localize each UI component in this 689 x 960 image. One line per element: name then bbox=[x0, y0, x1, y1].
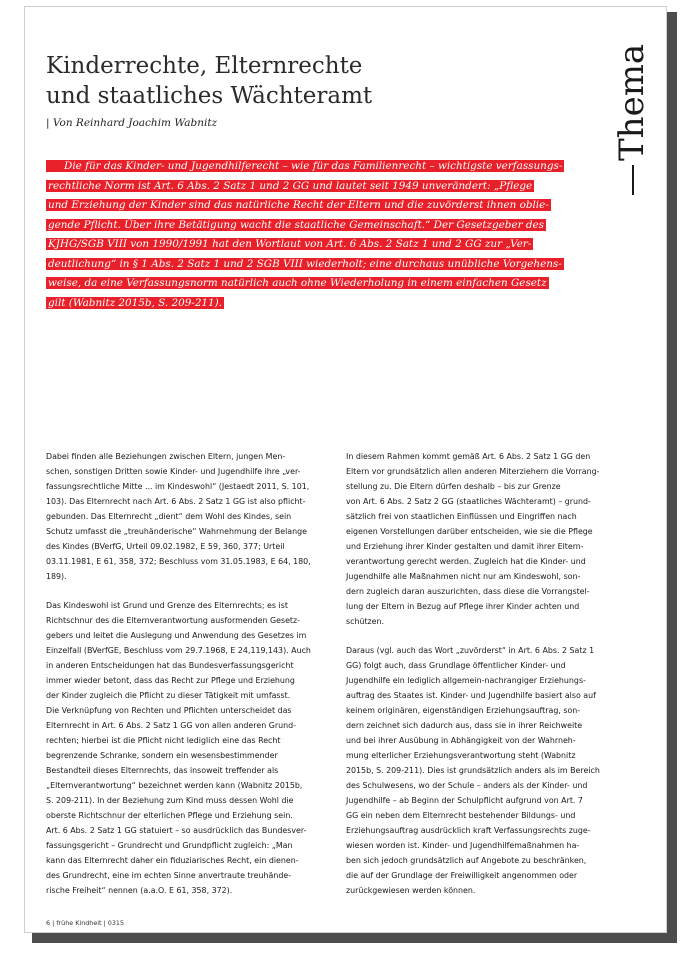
text-line: schützen. bbox=[346, 617, 385, 626]
text-line: GG ein neben dem Elternrecht bestehender Bildungs- und bbox=[346, 811, 576, 820]
text-line: lung der Eltern in Bezug auf Pflege ihrer Kinder achten und bbox=[346, 602, 580, 611]
highlighted-text: Die für das Kinder- und Jugendhilferecht – wie für das Familienrecht – wichtigste verfassungs- bbox=[46, 160, 564, 172]
text-line: sätzlich frei von staatlichen Einflüssen und Eingriffen nach bbox=[346, 512, 577, 521]
title-line: Kinderrechte, Elternrechte bbox=[46, 53, 363, 79]
text-line: Jugendhilfe – ab Beginn der Schulpflicht aufgrund von Art. 7 bbox=[346, 796, 583, 805]
text-line: eigenen Vorstellungen darüber entscheiden, wie sie die Pflege bbox=[346, 527, 593, 536]
text-line: dern zugleich daran auszurichten, dass diese die Vorrangstel- bbox=[346, 587, 590, 596]
text-line: zurückgewiesen werden können. bbox=[346, 886, 476, 895]
text-line: die auf der Grundlage der Freiwilligkeit angenommen oder bbox=[346, 871, 578, 880]
text-line: und Erziehung ihrer Kinder gestalten und damit ihrer Eltern- bbox=[346, 542, 584, 551]
text-line: Art. 6 Abs. 2 Satz 1 GG statuiert – so ausdrücklich das Bundesver- bbox=[46, 826, 307, 835]
text-line: gebers und leitet die Auslegung und Anwendung des Gesetzes im bbox=[46, 631, 307, 640]
body-paragraph bbox=[46, 449, 311, 584]
text-line: Erziehungsauftrag ausdrücklich kraft Verfassungsrechts zuge- bbox=[346, 826, 591, 835]
body-column-left bbox=[46, 449, 311, 912]
body-column-right bbox=[346, 449, 604, 912]
text-line: verantwortung gerecht werden. Zugleich hat die Kinder- und bbox=[346, 557, 586, 566]
text-line: Eltern vor grundsätzlich allen anderen Miterziehern die Vorrang- bbox=[346, 467, 600, 476]
text-line: in anderen Entscheidungen hat das Bundesverfassungsgericht bbox=[46, 661, 294, 670]
highlighted-text: und Erziehung der Kinder sind das natürliche Recht der Eltern und die zuvörderst ihnen oblie- bbox=[48, 199, 549, 211]
highlighted-text: gilt (Wabnitz 2015b, S. 209-211). bbox=[48, 296, 223, 309]
text-line: wiesen worden ist. Kinder- und Jugendhilfemaßnahmen ha- bbox=[346, 841, 580, 850]
body-paragraph bbox=[46, 598, 311, 898]
lead-line bbox=[46, 274, 594, 294]
text-line: rechten; hierbei ist die Pflicht nicht lediglich eine das Recht bbox=[46, 736, 281, 745]
text-line: des Schulwesens, wo der Schule – anders als der Kinder- und bbox=[346, 781, 588, 790]
text-line: Die Verknüpfung von Rechten und Pflichten unterscheidet das bbox=[46, 706, 292, 715]
text-line: oberste Richtschnur der elterlichen Pflege und Erziehung sein. bbox=[46, 811, 293, 820]
text-line: rische Freiheit“ nennen (a.a.O. E 61, 358, 372). bbox=[46, 886, 233, 895]
text-line: Einzelfall (BVerfGE, Beschluss vom 29.7.1968, E 24,119,143). Auch bbox=[46, 646, 311, 655]
title-line: und staatliches Wächteramt bbox=[46, 83, 373, 109]
text-line: Jugendhilfe alle Maßnahmen nicht nur am Kindeswohl, son- bbox=[346, 572, 581, 581]
section-label-text: Thema bbox=[612, 43, 652, 161]
text-line: Das Kindeswohl ist Grund und Grenze des Elternrechts; es ist bbox=[46, 601, 288, 610]
text-line: 189). bbox=[46, 572, 67, 581]
text-line: des Kindes (BVerfG, Urteil 09.02.1982, E 59, 360, 377; Urteil bbox=[46, 542, 285, 551]
author-byline: | Von Reinhard Joachim Wabnitz bbox=[46, 117, 218, 129]
text-line: fassungsrechtliche Mitte ... im Kindeswohl“ (Jestaedt 2011, S. 101, bbox=[46, 482, 310, 491]
text-line: 03.11.1981, E 61, 358, 372; Beschluss vom 31.05.1983, E 64, 180, bbox=[46, 557, 311, 566]
text-line: dern zeichnet sich dadurch aus, dass sie in ihrer Reichweite bbox=[346, 721, 583, 730]
section-label bbox=[603, 37, 653, 197]
text-line: begrenzende Schranke, sondern ein wesensbestimmender bbox=[46, 751, 278, 760]
text-line: mung elterlicher Erziehungsverantwortung steht (Wabnitz bbox=[346, 751, 576, 760]
highlighted-text: gende Pflicht. Über ihre Betätigung wacht die staatliche Gemeinschaft.“ Der Gesetzgeber des bbox=[48, 218, 545, 231]
page-shadow-right bbox=[667, 12, 677, 943]
article-title bbox=[46, 51, 446, 111]
text-line: schen, sonstigen Dritten sowie Kinder- und Jugendhilfe ihre „ver- bbox=[46, 467, 301, 476]
text-line: S. 209-211). In der Beziehung zum Kind muss dessen Wohl die bbox=[46, 796, 294, 805]
text-line: In diesem Rahmen kommt gemäß Art. 6 Abs. 2 Satz 1 GG den bbox=[346, 452, 591, 461]
text-line: gebunden. Das Elternrecht „dient“ dem Wohl des Kindes, sein bbox=[46, 512, 292, 521]
text-line: stellung zu. Die Eltern dürfen deshalb – bis zur Grenze bbox=[346, 482, 561, 491]
text-line: „Elternverantwortung“ bezeichnet werden kann (Wabnitz 2015b, bbox=[46, 781, 303, 790]
lead-line bbox=[46, 235, 594, 255]
highlighted-text: KJHG/SGB VIII von 1990/1991 hat den Wortlaut von Art. 6 Abs. 2 Satz 1 und 2 GG zur „Ver- bbox=[48, 238, 532, 250]
body-paragraph bbox=[346, 643, 604, 898]
lead-paragraph bbox=[46, 157, 594, 313]
page-shadow-bottom bbox=[32, 933, 677, 943]
text-line: Elternrecht in Art. 6 Abs. 2 Satz 1 GG von allen anderen Grund- bbox=[46, 721, 296, 730]
text-line: keinem originären, eigenständigen Erziehungsauftrag, son- bbox=[346, 706, 581, 715]
lead-line bbox=[46, 216, 594, 236]
text-line: Schutz umfasst die „treuhänderische“ Wahrnehmung der Belange bbox=[46, 527, 308, 536]
text-line: von Art. 6 Abs. 2 Satz 2 GG (staatliches Wächteramt) – grund- bbox=[346, 497, 591, 506]
text-line: des Grundrecht, eine im echten Sinne anvertraute treuhände- bbox=[46, 871, 292, 880]
lead-line bbox=[46, 255, 594, 275]
text-line: Jugendhilfe ein lediglich allgemein-nachrangiger Erziehungs- bbox=[346, 676, 586, 685]
text-line: ben sich jedoch grundsätzlich auf Angebote zu beschränken, bbox=[346, 856, 587, 865]
highlighted-text: deutlichung“ in § 1 Abs. 2 Satz 1 und 2 SGB VIII wiederholt; eine durchaus unübliche Vorgehens- bbox=[48, 257, 562, 270]
text-line: fassungsgericht – Grundrecht und Grundpflicht zugleich: „Man bbox=[46, 841, 293, 850]
page-footer: 6 | frühe Kindheit | 0315 bbox=[46, 919, 125, 927]
text-line: Daraus (vgl. auch das Wort „zuvörderst“ in Art. 6 Abs. 2 Satz 1 bbox=[346, 646, 595, 655]
text-line: 2015b, S. 209-211). Dies ist grundsätzlich anders als im Bereich bbox=[346, 766, 600, 775]
body-paragraph bbox=[346, 449, 604, 629]
text-line: der Kinder zugleich die Pflicht zu dieser Tätigkeit mit umfasst. bbox=[46, 691, 291, 700]
magazine-page bbox=[24, 6, 667, 933]
text-line: kann das Elternrecht daher ein fiduziarisches Recht, ein dienen- bbox=[46, 856, 299, 865]
lead-line bbox=[46, 177, 594, 197]
highlighted-text: rechtliche Norm ist Art. 6 Abs. 2 Satz 1 und 2 GG und lautet seit 1949 unverändert: „Pflege bbox=[48, 179, 533, 192]
text-line: Bestandteil dieses Elternrechts, das insoweit treffender als bbox=[46, 766, 279, 775]
lead-line bbox=[46, 294, 594, 314]
text-line: Richtschnur des die Elternverantwortung ausformenden Gesetz- bbox=[46, 616, 301, 625]
lead-line bbox=[46, 157, 594, 177]
highlighted-text: weise, da eine Verfassungsnorm natürlich auch ohne Wiederholung in einem einfachen Gesetz bbox=[48, 277, 547, 289]
text-line: GG) folgt auch, dass Grundlage öffentlicher Kinder- und bbox=[346, 661, 566, 670]
text-line: 103). Das Elternrecht nach Art. 6 Abs. 2 Satz 1 GG ist also pflicht- bbox=[46, 497, 306, 506]
lead-line bbox=[46, 196, 594, 216]
text-line: Dabei finden alle Beziehungen zwischen Eltern, jungen Men- bbox=[46, 452, 286, 461]
text-line: auftrag des Staates ist. Kinder- und Jugendhilfe basiert also auf bbox=[346, 691, 596, 700]
text-line: immer wieder betont, dass das Recht zur Pflege und Erziehung bbox=[46, 676, 295, 685]
text-line: und bei ihrer Ausübung in Abhängigkeit von der Wahrneh- bbox=[346, 736, 576, 745]
